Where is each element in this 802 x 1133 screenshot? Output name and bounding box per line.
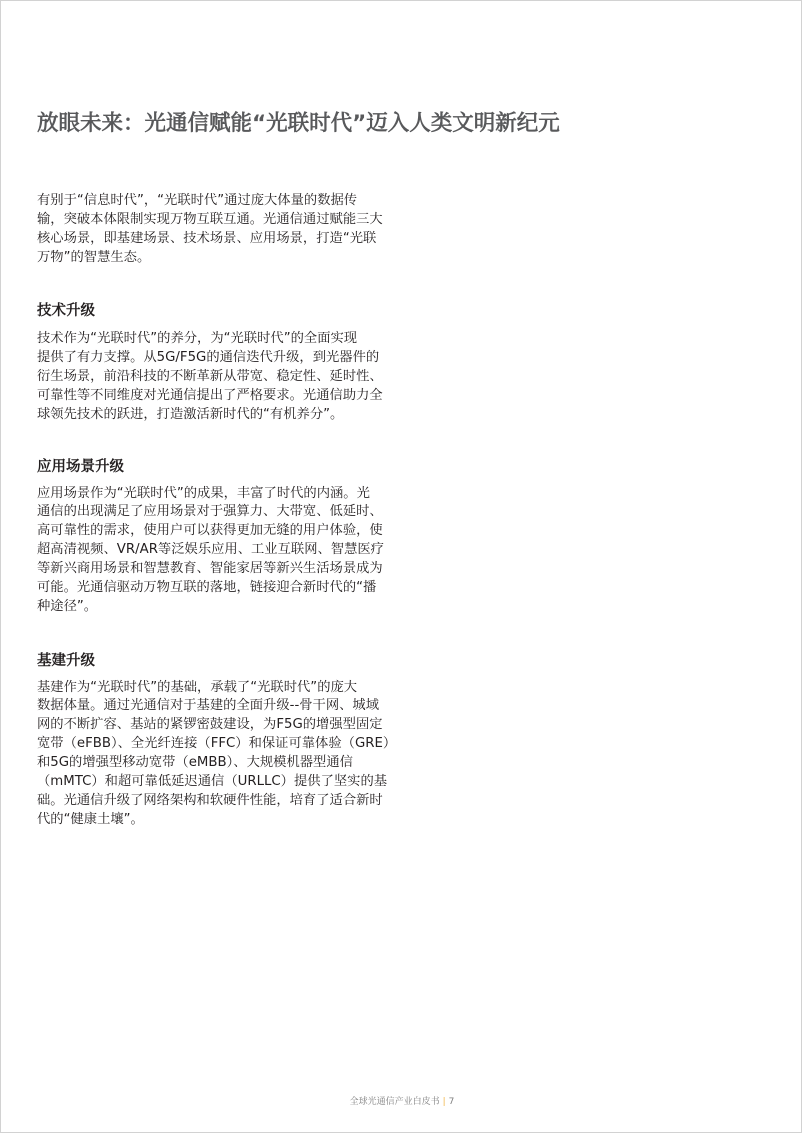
page-title: 放眼未来：光通信赋能“光联时代”迈入人类文明新纪元 bbox=[37, 111, 560, 136]
page-footer bbox=[1, 1095, 802, 1109]
paragraph-line: 衍生场景，前沿科技的不断革新从带宽、稳定性、延时性、 bbox=[37, 368, 383, 384]
section-heading-infrastructure: 基建升级 bbox=[37, 653, 95, 669]
paragraph-line: 输，突破本体限制实现万物互联互通。光通信通过赋能三大 bbox=[37, 211, 383, 227]
paragraph-line: 球领先技术的跃进，打造激活新时代的“有机养分”。 bbox=[37, 406, 344, 422]
paragraph-line: 超高清视频、VR/AR等泛娱乐应用、工业互联网、智慧医疗 bbox=[37, 542, 384, 558]
section-heading-application: 应用场景升级 bbox=[37, 459, 124, 475]
paragraph-line: 可能。光通信驱动万物互联的落地，链接迎合新时代的“播 bbox=[37, 580, 377, 596]
paragraph-line: 万物”的智慧生态。 bbox=[37, 250, 151, 266]
paragraph-line: 技术作为“光联时代”的养分，为“光联时代”的全面实现 bbox=[37, 330, 358, 346]
intro-paragraph bbox=[37, 191, 407, 268]
paragraph-line: 通信的出现满足了应用场景对于强算力、大带宽、低延时、 bbox=[37, 504, 383, 520]
paragraph-line: 和5G的增强型移动宽带（eMBB）、大规模机器型通信 bbox=[37, 755, 353, 771]
paragraph-line: 提供了有力支撑。从5G/F5G的通信迭代升级，到光器件的 bbox=[37, 349, 380, 365]
publication-title: 全球光通信产业白皮书 bbox=[349, 1097, 440, 1107]
section-heading-technology: 技术升级 bbox=[37, 303, 95, 319]
paragraph-line: 应用场景作为“光联时代”的成果，丰富了时代的内涵。光 bbox=[37, 485, 370, 501]
paragraph-line: 网的不断扩容、基站的紧锣密鼓建设，为F5G的增强型固定 bbox=[37, 717, 383, 733]
paragraph-line: 可靠性等不同维度对光通信提出了严格要求。光通信助力全 bbox=[37, 387, 383, 403]
section-paragraph-technology bbox=[37, 329, 407, 424]
paragraph-line: 宽带（eFBB）、全光纤连接（FFC）和保证可靠体验（GRE） bbox=[37, 736, 397, 752]
page-number: 7 bbox=[448, 1097, 455, 1107]
paragraph-line: 代的“健康土壤”。 bbox=[37, 811, 144, 827]
paragraph-line: 础。光通信升级了网络架构和软硬件性能，培育了适合新时 bbox=[37, 792, 383, 808]
paragraph-line: 高可靠性的需求，使用户可以获得更加无缝的用户体验，使 bbox=[37, 523, 383, 539]
paragraph-line: 核心场景，即基建场景、技术场景、应用场景，打造“光联 bbox=[37, 231, 377, 247]
section-paragraph-infrastructure bbox=[37, 679, 407, 830]
paragraph-line: 数据体量。通过光通信对于基建的全面升级--骨干网、城域 bbox=[37, 698, 380, 714]
paragraph-line: 有别于“信息时代”，“光联时代”通过庞大体量的数据传 bbox=[37, 192, 358, 208]
paragraph-line: 等新兴商用场景和智慧教育、智能家居等新兴生活场景成为 bbox=[37, 561, 383, 577]
paragraph-line: 基建作为“光联时代”的基础，承载了“光联时代”的庞大 bbox=[37, 679, 358, 695]
paragraph-line: 种途径”。 bbox=[37, 598, 98, 614]
footer-separator: | bbox=[442, 1097, 446, 1107]
paragraph-line: （mMTC）和超可靠低延迟通信（URLLC）提供了坚实的基 bbox=[37, 774, 388, 790]
section-paragraph-application bbox=[37, 485, 407, 617]
